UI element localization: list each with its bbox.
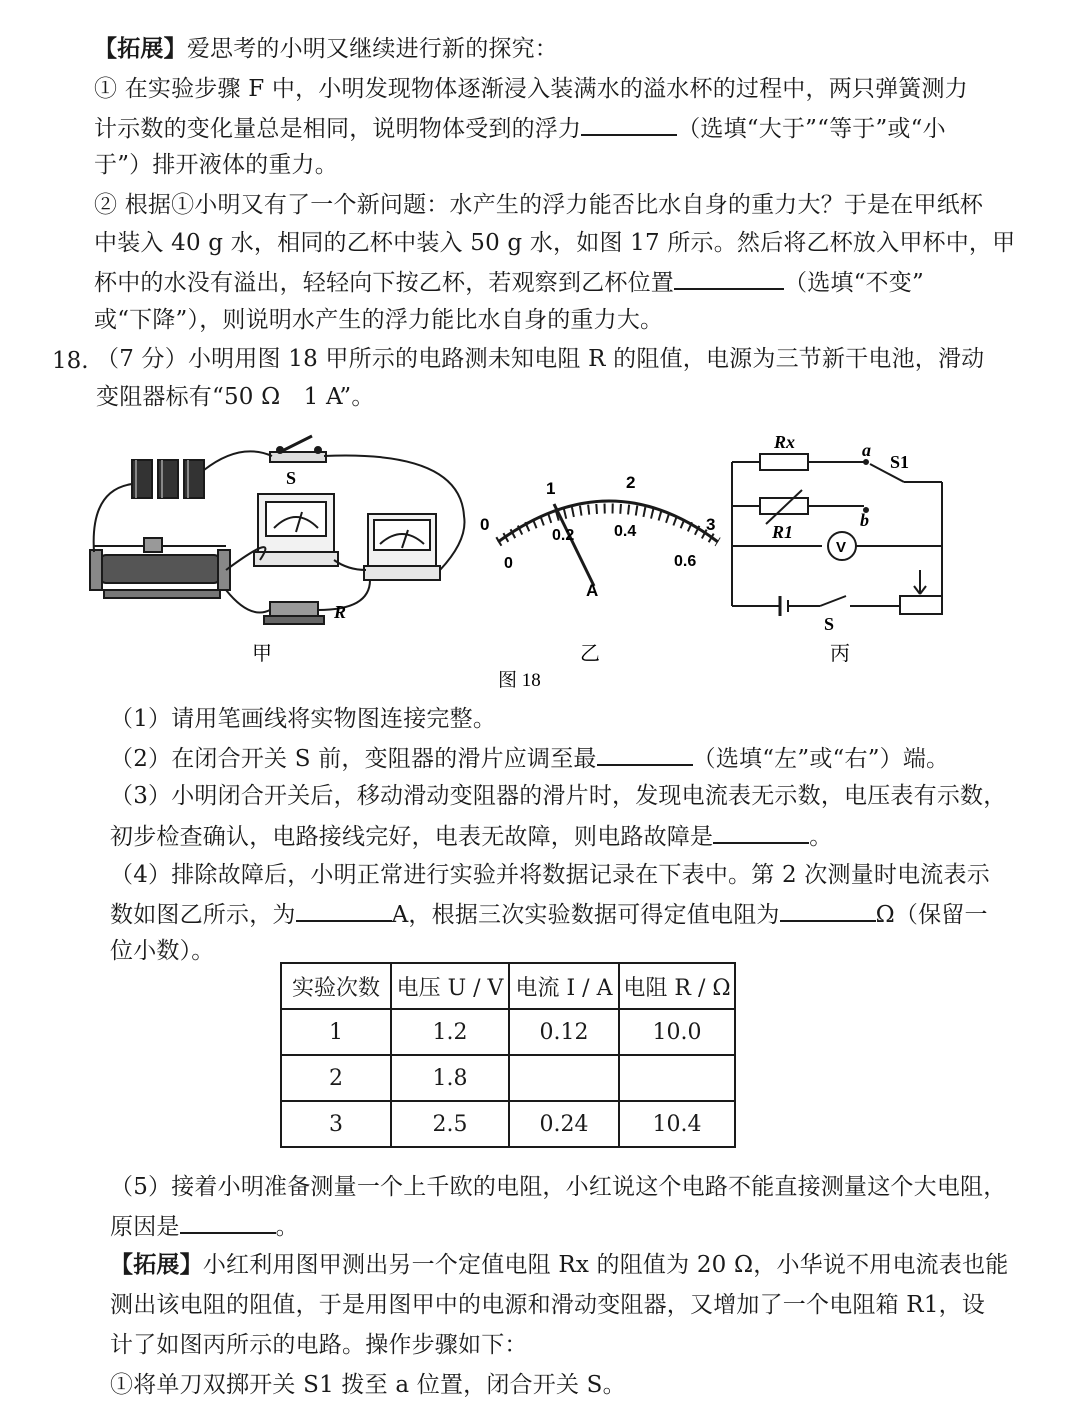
sub3-line2 bbox=[110, 820, 832, 852]
sub4-line2b: A，根据三次实验数据可得定值电阻为 bbox=[391, 902, 780, 928]
bing-s-label: S bbox=[824, 614, 835, 634]
table-cell-empty[interactable] bbox=[619, 1055, 735, 1101]
sub2a-text: （2）在闭合开关 S 前，变阻器的滑片应调至最 bbox=[110, 746, 597, 772]
ammeter-icon bbox=[364, 514, 440, 580]
battery-pack-icon bbox=[132, 460, 204, 498]
sub5-line2a: 原因是 bbox=[110, 1214, 180, 1240]
figure-yi-ammeter-dial bbox=[498, 501, 718, 586]
table-cell: 10.4 bbox=[619, 1101, 735, 1147]
switch-icon bbox=[270, 436, 326, 462]
table-header: 电阻 R / Ω bbox=[619, 963, 735, 1009]
ext1-item1-line3: 于”）排开液体的重力。 bbox=[94, 152, 338, 178]
sub4-line2a: 数如图乙所示，为 bbox=[110, 902, 296, 928]
figure-bing-circuit-diagram bbox=[732, 454, 942, 616]
bing-a-label: a bbox=[862, 440, 871, 460]
figure-18 bbox=[80, 420, 1000, 700]
ext1-item2-line1: ② 根据①小明又有了一个新问题：水产生的浮力能否比水自身的重力大？于是在甲纸杯 bbox=[94, 192, 984, 218]
figure-caption: 图 18 bbox=[498, 670, 541, 691]
ext1-item1-line1: ① 在实验步骤 F 中，小明发现物体逐渐浸入装满水的溢水杯的过程中，两只弹簧测力 bbox=[94, 76, 968, 102]
sub4-line2c: Ω（保留一 bbox=[875, 902, 988, 928]
table-cell: 0.24 bbox=[509, 1101, 619, 1147]
dial-bottom-tick-2: 0.4 bbox=[614, 523, 637, 540]
extension1-intro-line bbox=[94, 34, 558, 64]
jia-resistor-label: R bbox=[334, 602, 347, 622]
ext2-line1-text: 小红利用图甲测出另一个定值电阻 Rx 的阻值为 20 Ω，小华说不用电流表也能 bbox=[202, 1252, 1009, 1278]
dial-arc bbox=[498, 501, 718, 542]
dial-unit: A bbox=[586, 581, 599, 600]
dial-bottom-tick-1: 0.2 bbox=[552, 527, 575, 544]
bing-v-label: V bbox=[836, 539, 847, 556]
table-cell: 1 bbox=[281, 1009, 391, 1055]
answer-blank-resistance[interactable] bbox=[780, 898, 876, 922]
answer-blank-buoyancy[interactable] bbox=[581, 112, 677, 136]
sub1-text: （1）请用笔画线将实物图连接完整。 bbox=[110, 706, 497, 732]
answer-blank-reason[interactable] bbox=[180, 1210, 276, 1234]
dial-ticks bbox=[498, 509, 718, 543]
ext1-item2-line3b: （选填“不变” bbox=[784, 270, 924, 296]
rheostat-symbol-icon bbox=[900, 596, 942, 614]
sub5-line2b: 。 bbox=[275, 1214, 299, 1240]
q18-stem-line1: （7 分）小明用图 18 甲所示的电路测未知电阻 R 的阻值，电源为三节新干电池，滑动 bbox=[96, 346, 985, 372]
ext1-item2-line3a: 杯中的水没有溢出，轻轻向下按乙杯，若观察到乙杯位置 bbox=[94, 270, 674, 296]
q18-stem-line2: 变阻器标有“50 Ω 1 A”。 bbox=[96, 384, 375, 410]
ext1-item2-line4: 或“下降”），则说明水产生的浮力能比水自身的重力大。 bbox=[94, 307, 664, 333]
ext2-heading: 【拓展】 bbox=[110, 1251, 203, 1278]
sub4-line2 bbox=[110, 898, 988, 930]
ext1-item1-line2a: 计示数的变化量总是相同，说明物体受到的浮力 bbox=[94, 116, 582, 142]
ext1-item1-line2 bbox=[94, 112, 946, 144]
dial-bottom-tick-3: 0.6 bbox=[674, 553, 697, 570]
ext1-item1-line2b: （选填“大于”“等于”或“小 bbox=[677, 116, 946, 142]
table-cell-empty[interactable] bbox=[509, 1055, 619, 1101]
sub3-line1: （3）小明闭合开关后，移动滑动变阻器的滑片时，发现电流表无示数，电压表有示数， bbox=[110, 783, 1007, 809]
sub2-line bbox=[110, 742, 949, 774]
dial-bottom-tick-0: 0 bbox=[504, 555, 513, 572]
dial-top-tick-2: 2 bbox=[626, 473, 636, 492]
ext2-line1 bbox=[110, 1250, 1008, 1280]
answer-blank-fault[interactable] bbox=[713, 820, 809, 844]
figure-label-bing: 丙 bbox=[830, 643, 850, 665]
figure-jia-physical-circuit bbox=[90, 436, 465, 624]
experiment-data-table bbox=[280, 962, 736, 1148]
table-cell: 3 bbox=[281, 1101, 391, 1147]
table-header: 电压 U / V bbox=[391, 963, 509, 1009]
voltmeter-icon bbox=[254, 494, 338, 566]
table-cell: 2.5 bbox=[391, 1101, 509, 1147]
table-cell: 1.8 bbox=[391, 1055, 509, 1101]
table-header-row bbox=[281, 963, 735, 1009]
question-number: 18. bbox=[52, 348, 89, 374]
dial-top-tick-1: 1 bbox=[546, 479, 556, 498]
sub3-line2b: 。 bbox=[809, 824, 833, 850]
sub3-line2a: 初步检查确认，电路接线完好，电表无故障，则电路故障是 bbox=[110, 824, 714, 850]
sub2b-text: （选填“左”或“右”）端。 bbox=[692, 746, 950, 772]
sub4-line3: 位小数）。 bbox=[110, 938, 215, 964]
table-cell: 2 bbox=[281, 1055, 391, 1101]
ext1-item2-line3 bbox=[94, 266, 924, 298]
dial-top-tick-3: 3 bbox=[706, 515, 716, 534]
bing-rx-label: Rx bbox=[774, 432, 796, 452]
dial-top-tick-0: 0 bbox=[480, 515, 490, 534]
answer-blank-cup-position[interactable] bbox=[674, 266, 784, 290]
table-row bbox=[281, 1055, 735, 1101]
rx-resistor-icon bbox=[760, 454, 808, 470]
table-header: 电流 I / A bbox=[509, 963, 619, 1009]
answer-blank-slider-end[interactable] bbox=[597, 742, 693, 766]
jia-switch-label: S bbox=[286, 468, 297, 488]
extension1-heading: 【拓展】 bbox=[94, 35, 187, 62]
ext2-line2: 测出该电阻的阻值，于是用图甲中的电源和滑动变阻器，又增加了一个电阻箱 R1，设 bbox=[110, 1292, 986, 1318]
sub4-line1: （4）排除故障后，小明正常进行实验并将数据记录在下表中。第 2 次测量时电流表示 bbox=[110, 862, 990, 888]
table-cell: 10.0 bbox=[619, 1009, 735, 1055]
figure-label-yi: 乙 bbox=[580, 643, 600, 665]
sub5-line1: （5）接着小明准备测量一个上千欧的电阻，小红说这个电路不能直接测量这个大电阻， bbox=[110, 1174, 1007, 1200]
s-switch-icon bbox=[820, 596, 846, 606]
table-cell: 1.2 bbox=[391, 1009, 509, 1055]
sub5-line2 bbox=[110, 1210, 299, 1242]
table-header: 实验次数 bbox=[281, 963, 391, 1009]
extension1-intro: 爱思考的小明又继续进行新的探究： bbox=[186, 36, 559, 62]
bing-r1-label: R1 bbox=[772, 522, 794, 542]
bing-s1-label: S1 bbox=[890, 452, 910, 472]
figure-label-jia: 甲 bbox=[252, 643, 272, 665]
table-row bbox=[281, 1009, 735, 1055]
table-cell: 0.12 bbox=[509, 1009, 619, 1055]
ext2-line3: 计了如图丙所示的电路。操作步骤如下： bbox=[110, 1332, 528, 1358]
table-row bbox=[281, 1101, 735, 1147]
bing-b-label: b bbox=[860, 510, 869, 530]
resistor-icon bbox=[264, 602, 324, 624]
ext1-item2-line2: 中装入 40 g 水，相同的乙杯中装入 50 g 水，如图 17 所示。然后将乙杯放入甲杯中，甲 bbox=[94, 230, 1016, 256]
rheostat-icon bbox=[90, 538, 230, 598]
answer-blank-current[interactable] bbox=[296, 898, 392, 922]
ext2-step1: ①将单刀双掷开关 S1 拨至 a 位置，闭合开关 S。 bbox=[110, 1372, 626, 1398]
